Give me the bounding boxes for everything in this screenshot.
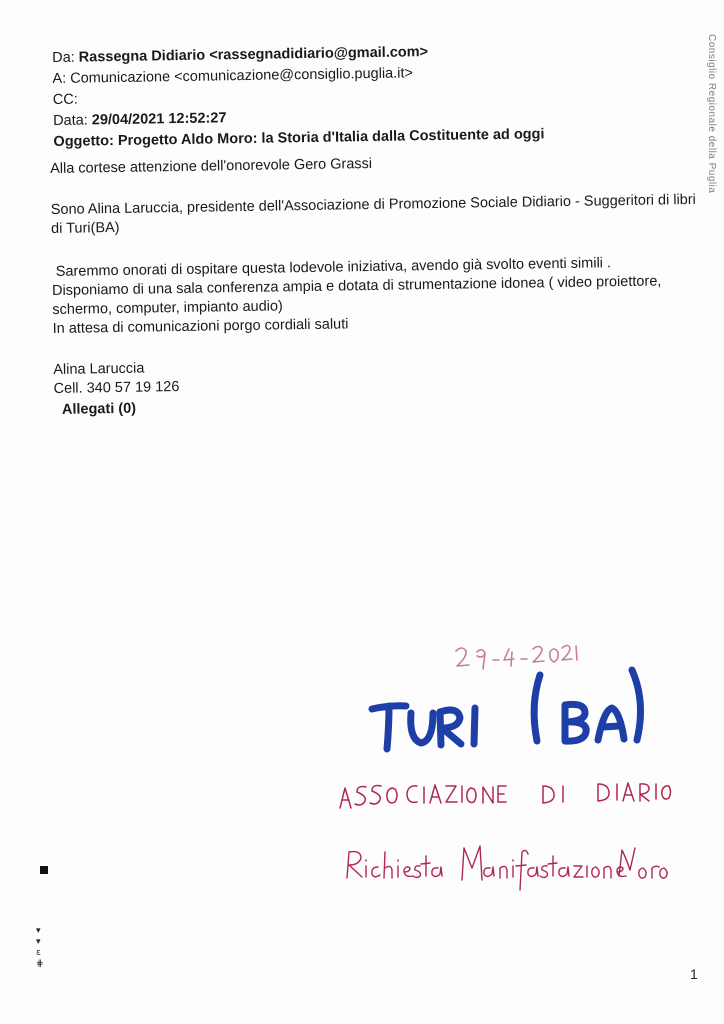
subject-label: Oggetto: (53, 133, 115, 150)
intro-paragraph: Sono Alina Laruccia, presidente dell'Associazione di Promozione Sociale Didiario - Suggeritori di libri di Turi(BA) (50, 191, 696, 237)
scan-marker-square (40, 866, 48, 874)
handwritten-city (372, 670, 641, 749)
scan-edge-marks: ▾ ▾ ε ⋕ (36, 926, 44, 969)
attachments-label: Allegati (0) (61, 400, 137, 418)
from-label: Da: (52, 49, 75, 66)
cc-label: CC: (52, 91, 78, 108)
handwritten-request (347, 846, 667, 890)
to-value: Comunicazione <comunicazione@consiglio.puglia.it> (70, 65, 414, 87)
body-line-1: Saremmo onorati di ospitare questa lodevole iniziativa, avendo già svolto eventi simili . (55, 255, 612, 280)
handwritten-association (340, 783, 671, 808)
date-label: Data: (53, 112, 88, 129)
signature-phone: Cell. 340 57 19 126 (53, 378, 180, 397)
subject-value: Progetto Aldo Moro: la Storia d'Italia dalla Costituente ad oggi (117, 126, 545, 149)
handwritten-date (456, 646, 577, 670)
body-line-2: Disponiamo di una sala conferenza ampia e dotata di strumentazione idonea ( video proiettore, schermo, computer, impianto audio) (51, 273, 662, 318)
body-line-3: In attesa di comunicazioni porgo cordiali saluti (52, 316, 349, 337)
greeting: Alla cortese attenzione dell'onorevole Gero Grassi (50, 155, 373, 177)
signature-name: Alina Laruccia (53, 360, 145, 378)
side-stamp-text: Consiglio Regionale della Puglia (706, 34, 717, 194)
page-number: 1 (690, 966, 698, 982)
date-value: 29/04/2021 12:52:27 (91, 110, 227, 129)
from-value: Rassegna Didiario <rassegnadidiario@gmail.com> (78, 44, 429, 66)
to-label: A: (52, 70, 67, 87)
